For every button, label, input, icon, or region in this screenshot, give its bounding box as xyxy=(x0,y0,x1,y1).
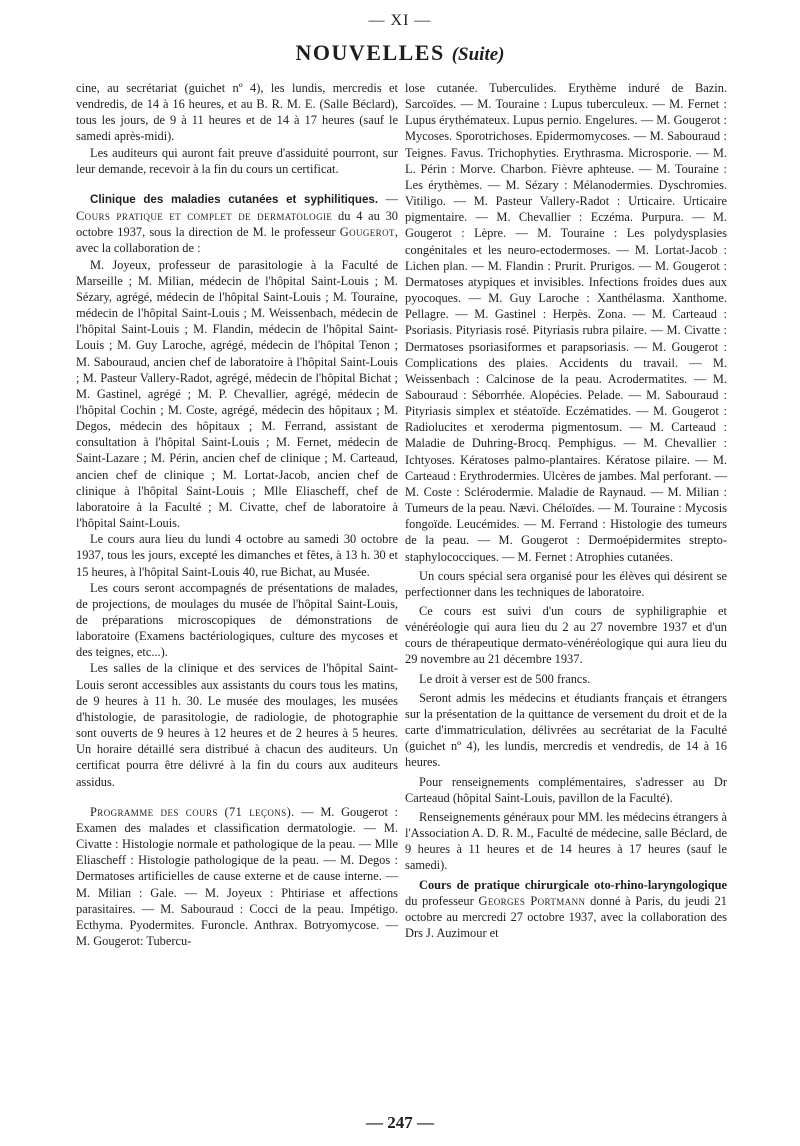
orl-text: donné à Paris, du jeudi 21 octobre au mercredi 27 octobre 1937, avec la collaboration des Drs J. Auzimour et xyxy=(405,893,727,940)
paragraph: Les auditeurs qui auront fait preuve d'assiduité pourront, sur leur demande, recevoir à la fin du cours un certificat. xyxy=(76,145,398,176)
right-column xyxy=(405,80,727,941)
paragraph: Les salles de la clinique et des services de l'hôpital Saint-Louis seront accessibles aux assistants du cours tous les matins, de 9 heures à 11 h. 30. Le musée des moulages, les musées d'histologie, de parasitologie, de radiologie, de photographie sont ouverts de 9 heures à 12 heures et de 2 heures à 5 heures. Un horaire détaillé sera distribué à chacun des auditeurs. Un certificat pourra être délivré à la fin du cours aux auditeurs assidus. xyxy=(76,661,398,789)
paragraph: cine, au secrétariat (guichet nº 4), les lundis, mercredis et vendredis, de 14 à 16 heures, et au B. R. M. E. (Salle Béclard), tous les jours, de 9 à 11 heures et de 14 à 17 heures (sauf le samedi après-midi). xyxy=(76,81,398,144)
collaboration-text: , avec la collaboration de : xyxy=(76,225,398,256)
folio: — 247 — xyxy=(366,1113,434,1132)
orl-mid: du professeur xyxy=(405,893,474,908)
paragraph: Le cours aura lieu du lundi 4 octobre au samedi 30 octobre 1937, tous les jours, excepté les dimanches et fêtes, à 13 h. 30 et 15 heures, à l'hôpital Saint-Louis 40, rue Bichat, au Musée. xyxy=(76,532,398,579)
program-count: (71 leçons). xyxy=(224,804,295,819)
orl-heading: Cours de pratique chirurgicale oto-rhino-laryngologique xyxy=(419,877,727,892)
clinic-paragraph: Clinique des maladies cutanées et syphilitiques. — Cours pratique et complet de dermatologie du 4 au 30 octobre 1937, sous la direction de M. le professeur Gougerot, avec la collaboration de : xyxy=(76,191,398,256)
paragraph: Un cours spécial sera organisé pour les élèves qui désirent se perfectionner dans les techniques de laboratoire. xyxy=(405,568,727,599)
left-column xyxy=(76,80,398,949)
title-text: NOUVELLES xyxy=(295,40,445,65)
paragraph: Renseignements généraux pour MM. les médecins étrangers à l'Association A. D. R. M., Faculté de médecine, salle Béclard, de 9 heures à 11 heures et de 14 heures à 17 heures (sauf le samedi). xyxy=(405,809,727,873)
program-text: — M. Gougerot : Examen des malades et classification dermatologie. — M. Civatte : Histologie normale et pathologique de la peau. — Mlle Eliascheff : Histologie pathologique de la peau. — M. Degos : Dermatoses artificielles de cause externe et de cause interne. — M. Milian : Gale. — M. Joyeux : Phtiriase et affections parasitaires. — M. Sabouraud : Cocci de la peau. Impétigo. Ecthyma. Pyodermites. Furoncle. Anthrax. Botryomycose. — M. Gougerot: Tubercu- xyxy=(76,804,398,948)
paragraph: Ce cours est suivi d'un cours de syphiligraphie et vénéréologie qui aura lieu du 2 au 27 novembre 1937 et d'un cours de thérapeutique dermato-vénéréologique qui aura lieu du 29 novembre au 21 décembre 1937. xyxy=(405,604,727,667)
clinic-heading: Clinique des maladies cutanées et syphilitiques. xyxy=(90,192,379,206)
paragraph: Seront admis les médecins et étudiants français et étrangers sur la présentation de la quittance de versement du droit et de la carte d'immatriculation, délivrées au secrétariat de la Faculté (guichet nº 4), les lundis, mercredis et vendredis, de 14 à 16 heures. xyxy=(405,690,727,770)
paragraph: Pour renseignements complémentaires, s'adresser au Dr Carteaud (hôpital Saint-Louis, pavillon de la Faculté). xyxy=(405,774,727,805)
title-subtitle: (Suite) xyxy=(451,44,505,65)
paragraph: M. Joyeux, professeur de parasitologie à la Faculté de Marseille ; M. Milian, médecin de l'hôpital Saint-Louis ; M. Sézary, agrégé, médecin de l'hôpital Saint-Louis ; M. Touraine, médecin de l'hôpital Saint-Louis ; M. Weissenbach, médecin de l'hôpital Saint-Louis ; M. Flandin, médecin de l'hôpital Saint-Louis ; M. Guy Laroche, agrégé, médecin de l'hôpital Tenon ; M. Sabouraud, ancien chef de laboratoire à l'hôpital Saint-Louis ; M. Pasteur Vallery-Radot, agrégé, médecin de l'hôpital Bichat ; M. Gastinel, agrégé ; M. P. Chevallier, agrégé, médecin de l'hôpital Cochin ; M. Coste, agrégé, médecin des hôpitaux ; M. Degos, médecin des hôpitaux ; M. Ferrand, assistant de consultation à l'hôpital Saint-Louis ; M. Fernet, médecin de Saint-Lazare ; M. Périn, ancien chef de clinique ; M. Carteaud, ancien chef de clinique ; M. Lortat-Jacob, ancien chef de clinique à l'hôpital Saint-Louis ; Mlle Eliascheff, chef de laboratoire à la Faculté ; M. Civatte, chef de laboratoire à l'hôpital Saint-Louis. xyxy=(76,257,398,531)
program-paragraph xyxy=(76,804,398,949)
section-title xyxy=(0,40,800,66)
professor-name: Gougerot xyxy=(339,225,395,240)
orl-professor: Georges Portmann xyxy=(478,893,586,908)
paragraph: Les cours seront accompagnés de présentations de malades, de projections, de moulages du musée de l'hôpital Saint-Louis, de préparations microscopiques de démonstrations de laboratoire (Examens bactériologiques, culture des mycoses et des teignes, etc...). xyxy=(76,580,398,660)
program-label: Programme des cours xyxy=(90,804,218,819)
paragraph: Le droit à verser est de 500 francs. xyxy=(419,671,591,686)
orl-paragraph xyxy=(405,877,727,942)
paragraph: lose cutanée. Tuberculides. Erythème induré de Bazin. Sarcoïdes. — M. Touraine : Lupus tuberculeux. — M. Fernet : Lupus érythémateux. Lupus pernio. Engelures. — M. Gougerot : Mycoses. Sporotrichoses. Epidermomycoses. — M. Sabouraud : Teignes. Favus. Trichophyties. Erythrasma. Microsporie. — M. L. Périn : Morve. Charbon. Fièvre aphteuse. — M. Touraine : Les érythèmes. — M. Sézary : Mélanodermies. Dyschromies. Vitiligo. — M. Pasteur Vallery-Radot : Urticaire. Urticaire pigmentaire. — M. Chevallier : Eczéma. Purpura. — M. Gougerot : Lèpre. — M. Touraine : Les polydysplasies congénitales et les neuro-ectodermoses. — M. Lortat-Jacob : Lichen plan. — M. Flandin : Prurit. Prurigos. — M. Gougerot : Dermatoses atypiques et invisibles. Infections froides dues aux pyocoques. — M. Guy Laroche : Xanthélasma. Xanthome. Pellagre. — M. Gastinel : Herpès. Zona. — M. Carteaud : Psoriasis. Pityriasis rosé. Pityriasis rubra pilaire. — M. Civatte : Dermatoses psoriasiformes et parapsoriasis. — M. Gougerot : Complications des plaies. Accidents du travail. — M. Weissenbach : Calcinose de la peau. Acrodermatites. — M. Sabouraud : Séborrhée. Alopécies. Pelade. — M. Sabouraud : Pityriasis simplex et stéatoïde. Eczématides. — M. Gougerot : Radiolucites et xeroderma pigmentosum. — M. Carteaud : Maladie de Duhring-Brocq. Pemphigus. — M. Chevallier : Ichtyoses. Kératoses palmo-plantaires. Kératose pilaire. — M. Carteaud : Erythrodermies. Ulcères de jambes. Mal perforant. — M. Coste : Sclérodermie. Maladie de Raynaud. — M. Milian : Tumeurs de la peau. Nævi. Chéloïdes. — M. Touraine : Mycosis fongoïde. Leucémides. — M. Ferrand : Histologie des tumeurs de la peau. — M. Gougerot : Dermoépidermites strepto-staphylococciques. — M. Fernet : Atrophies cutanées. xyxy=(405,81,727,564)
course-label: Cours pratique et complet de dermatologie xyxy=(76,209,333,224)
page-number: — XI — xyxy=(368,12,432,29)
course-dates: du 4 au 30 octobre 1937, sous la direction de M. le professeur xyxy=(76,209,398,240)
